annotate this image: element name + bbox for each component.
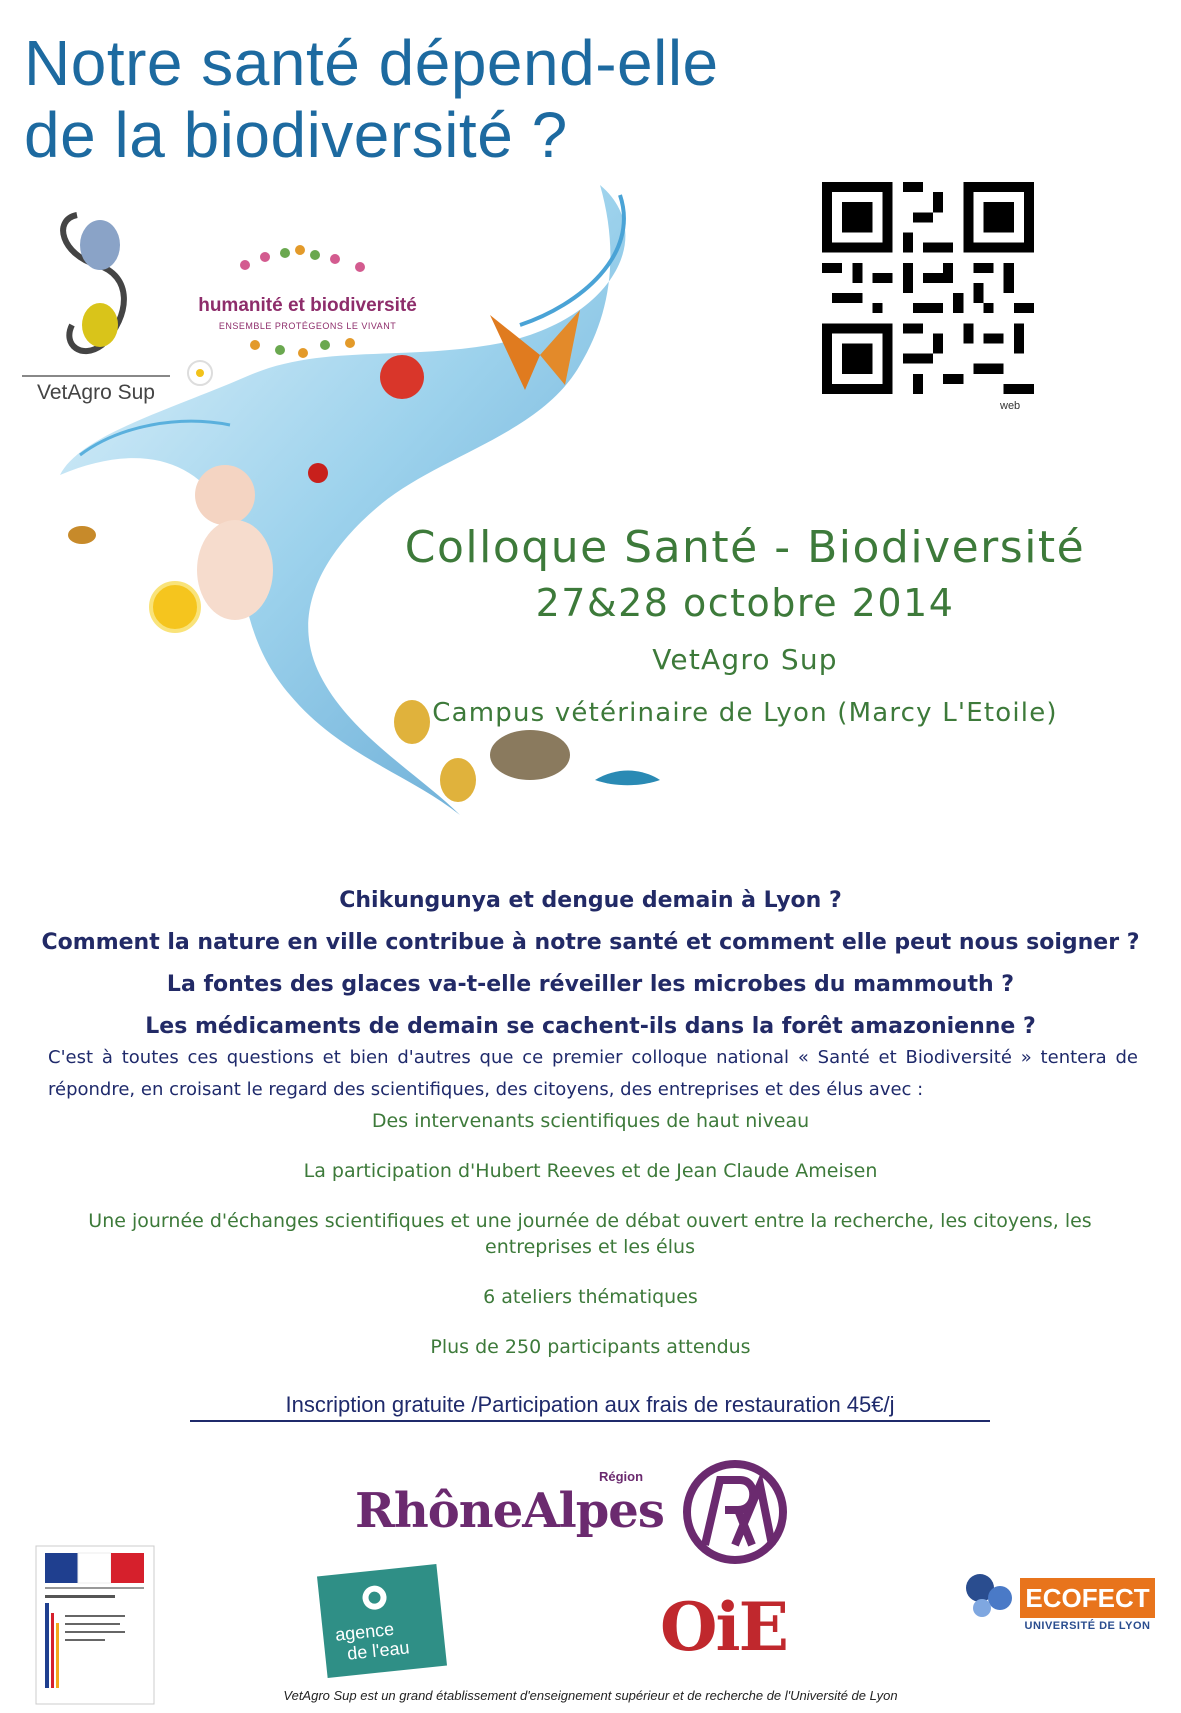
water-drop-icon [358,1581,391,1614]
qr-code-icon[interactable] [822,182,1034,394]
features-list [20,1108,1161,1384]
inscription-link[interactable]: Inscription gratuite /Participation aux frais de restauration 45€/j [190,1392,990,1422]
feature-item: Des intervenants scientifiques de haut niveau [371,1110,810,1132]
oie-wordmark: OiE [660,1588,787,1666]
feature-item: 6 ateliers thématiques [483,1286,698,1308]
title-line-1: Notre santé dépend-elle [24,27,719,99]
rhone-alpes-region-label: Région [599,1469,644,1484]
agence-label-1: agence [334,1618,395,1645]
vetagro-label: VetAgro Sup [22,375,170,405]
feature-item: Plus de 250 participants attendus [430,1336,751,1358]
intro-paragraph: C'est à toutes ces questions et bien d'autres que ce premier colloque national « Santé et Biodiversité » tentera de répondre, en croisant le regard des scientifiques, des citoyens, des entreprises et des élus avec : [48,1047,1138,1100]
title-line-2: de la biodiversité ? [24,98,568,171]
vetagro-emblem-icon [22,205,170,365]
ecofect-wordmark: ECOFECT [1020,1578,1155,1618]
agence-label-2: de l'eau [346,1637,411,1664]
question-item: Chikungunya et dengue demain à Lyon ? [339,888,842,913]
poster-title [24,28,719,171]
republique-francaise-logo [35,1545,155,1705]
event-block [320,522,1170,728]
event-place: VetAgro Sup [652,643,838,676]
humanite-biodiversite-logo [185,245,430,365]
event-name: Colloque Santé - Biodiversité [404,522,1086,573]
hb-logo-tagline: ENSEMBLE PROTÉGEONS LE VIVANT [218,321,397,331]
question-item: Comment la nature en ville contribue à notre santé et comment elle peut nous soigner ? [41,930,1140,955]
question-item: Les médicaments de demain se cachent-ils dans la forêt amazonienne ? [145,1014,1036,1039]
agence-de-leau-logo [317,1564,447,1678]
molecule-icon [960,1568,1020,1623]
ecofect-subtitle: UNIVERSITÉ DE LYON [1024,1620,1151,1632]
qr-label: web [1000,400,1021,412]
event-date: 27&28 octobre 2014 [535,581,955,625]
feature-item: Une journée d'échanges scientifiques et une journée de débat ouvert entre la recherche, les citoyens, les entreprises et les élus [88,1210,1092,1258]
ra-monogram-icon [680,1455,790,1570]
questions-list [20,880,1161,1048]
vetagro-sup-logo [22,205,170,405]
rhone-alpes-wordmark: RhôneAlpes [355,1483,664,1539]
feature-item: La participation d'Hubert Reeves et de Jean Claude Ameisen [303,1160,878,1182]
ecofect-logo [960,1568,1155,1648]
question-item: La fontes des glaces va-t-elle réveiller les microbes du mammouth ? [166,972,1015,997]
footer-note: VetAgro Sup est un grand établissement d'enseignement supérieur et de recherche de l'Université de Lyon [283,1688,898,1703]
hb-logo-title: humanité et biodiversité [198,295,417,316]
rhone-alpes-logo [355,1455,795,1575]
event-campus: Campus vétérinaire de Lyon (Marcy L'Etoile) [432,698,1058,728]
oie-logo [650,1588,800,1678]
